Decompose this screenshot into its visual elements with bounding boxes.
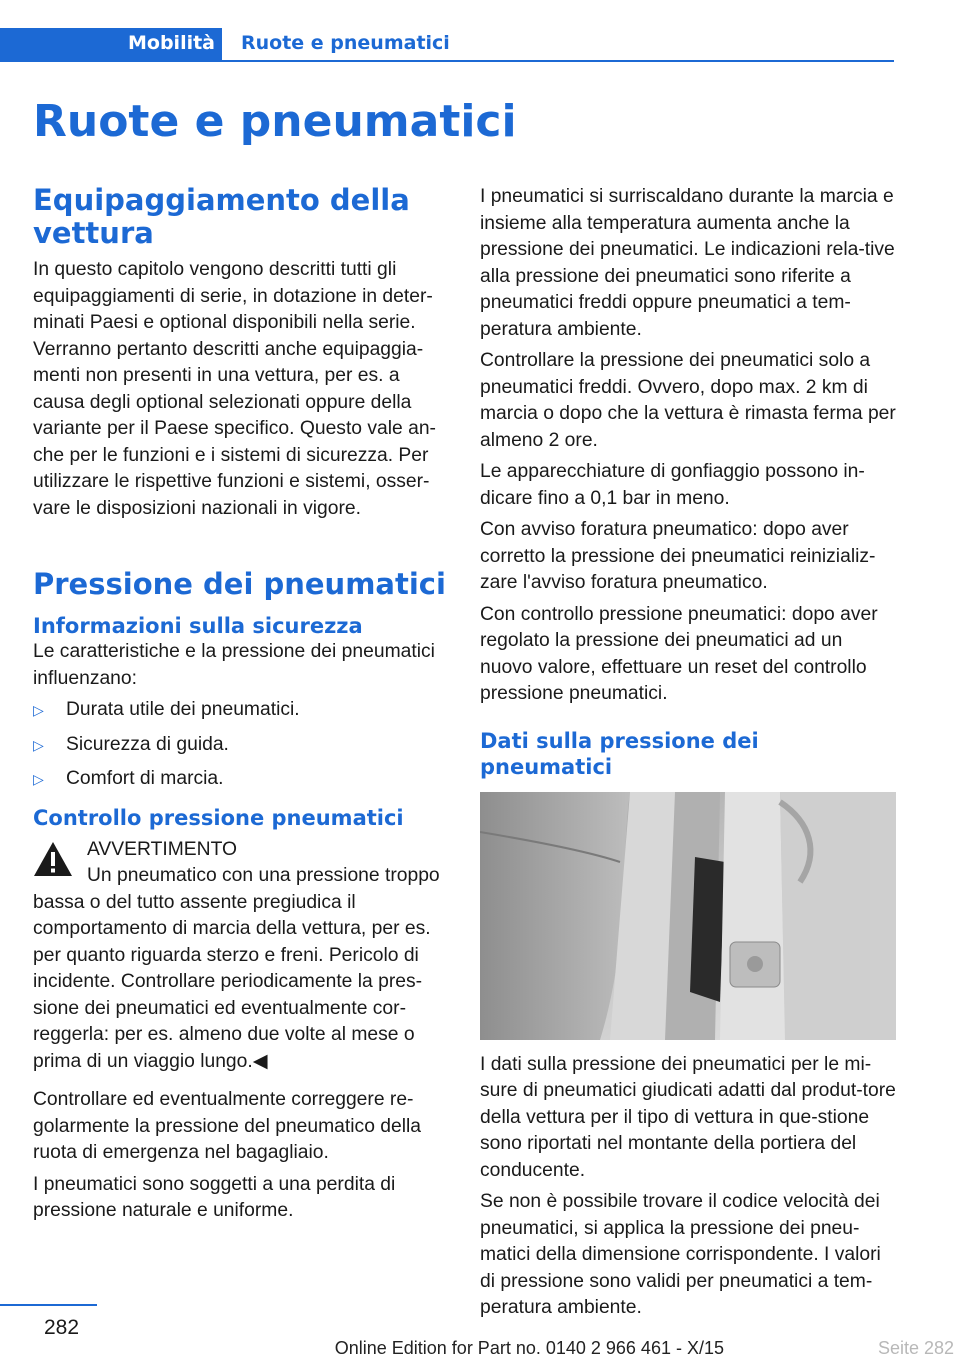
list-item [33,732,449,759]
bullet-list [33,697,449,793]
warning-text: Un pneumatico con una pressione troppo bassa o del tutto assente pregiudica il comportamento di marcia della vettura, per es. per quanto riguarda sterzo e freni. Pericolo di incidente. Controllare periodicamente la pres-sione dei pneumatici ed eventualmente cor-reggerla: per es. almeno due volte al mese o prima di un viaggio lungo.◀ [33,865,440,1072]
door-pillar-photo [480,792,896,1040]
paragraph-heat: I pneumatici si surriscaldano durante la marcia e insieme alla temperatura aumenta anche la pressione dei pneumatici. Le indicazioni rela-tive alla pressione dei pneumatici sono riferite a pneumatici freddi oppure pneumatici a tem-peratura ambiente. [480,186,895,340]
footer-edition: Online Edition for Part no. 0140 2 966 461 - X/15 [334,1338,724,1358]
paragraph-speed-code: Se non è possibile trovare il codice velocità dei pneumatici, si applica la pressione dei pneu-matici della dimensione corrispondente. I valori di pressione sono validi per pneumatici a tem-peratura ambiente. [480,1191,881,1318]
paragraph-safety: Le caratteristiche e la pressione dei pneumatici influenzano: [33,641,435,689]
list-item [33,697,449,724]
heading-equipment: Equipaggiamento della vettura [33,183,410,250]
paragraph-spare-wheel: Controllare ed eventualmente correggere re-golarmente la pressione del pneumatico della ruota di emergenza nel bagagliaio. [33,1089,422,1163]
footer-watermark: Seite 282 [877,1338,954,1358]
heading-tire-pressure: Pressione dei pneumatici [33,567,446,601]
warning-triangle-icon [33,841,73,877]
page-number: 282 [44,1316,80,1339]
warning-box [33,837,449,1076]
list-item-text: Sicurezza di guida. [66,733,229,755]
header-chapter-tab[interactable]: Ruote e pneumatici [222,28,894,62]
paragraph-pressure-loss: I pneumatici sono soggetti a una perdita di pressione naturale e uniforme. [33,1173,396,1221]
footer-rule [0,1304,97,1306]
paragraph-pressure-location: I dati sulla pressione dei pneumatici per le mi-sure di pneumatici giudicati adatti dal produt-tore della vettura per il tipo di vettura in que-stione sono riportati nel montante della portiera del conducente. [480,1053,896,1181]
list-item-text: Comfort di marcia. [66,768,224,789]
header-section-tab[interactable]: Mobilità [0,28,222,62]
triangle-bullet-icon: ▷ [33,736,44,753]
paragraph-cold-check: Controllare la pressione dei pneumatici solo a pneumatici freddi. Ovvero, dopo max. 2 km di marcia o dopo che la vettura è rimasta ferma per almeno 2 ore. [480,350,896,451]
paragraph-inflation-device: Le apparecchiature di gonfiaggio possono in-dicare fino a 0,1 bar in meno. [480,461,865,509]
right-column [480,184,896,1322]
triangle-bullet-icon: ▷ [33,771,44,787]
list-item [33,766,449,793]
heading-pressure-data: Dati sulla pressione dei pneumatici [480,728,759,779]
paragraph-equipment: In questo capitolo vengono descritti tutti gli equipaggiamenti di serie, in dotazione in deter-minati Paesi e optional disponibili nella serie. Verranno pertanto descritti anche equipaggia-menti non presenti in una vettura, per es. a causa degli optional selezionati oppure della variante per il Paese specifico. Questo vale an-che per le funzioni e i sistemi di sicurezza. Per utilizzare le rispettive funzioni e sistemi, osser-vare le disposizioni nazionali in vigore. [33,259,436,519]
warning-title: AVVERTIMENTO [87,838,237,860]
list-item-text: Durata utile dei pneumatici. [66,699,300,720]
left-column [33,184,449,1225]
page-title: Ruote e pneumatici [33,96,517,147]
triangle-bullet-icon: ▷ [33,702,44,718]
heading-safety-info: Informazioni sulla sicurezza [33,614,363,638]
heading-pressure-check: Controllo pressione pneumatici [33,805,404,830]
paragraph-puncture-warning: Con avviso foratura pneumatico: dopo aver corretto la pressione dei pneumatici reinizializ-zare l'avviso foratura pneumatico. [480,519,876,593]
paragraph-pressure-monitor: Con controllo pressione pneumatici: dopo aver regolato la pressione dei pneumatici ad un nuovo valore, effettuare un reset del controllo pressione pneumatici. [480,603,878,704]
